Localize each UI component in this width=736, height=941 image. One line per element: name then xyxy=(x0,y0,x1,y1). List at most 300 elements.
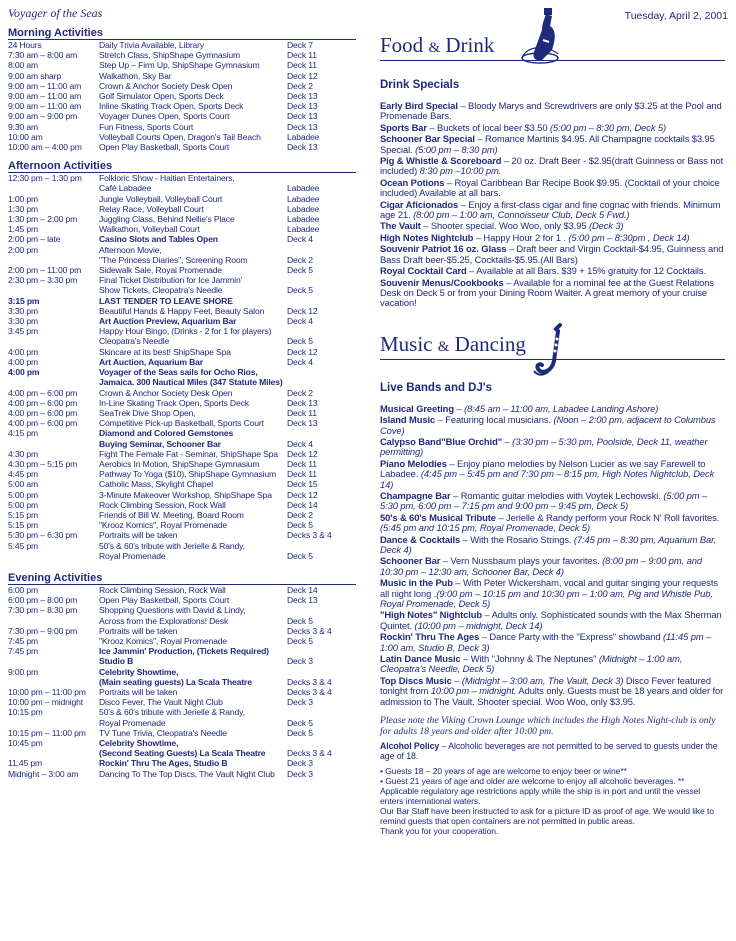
policy-bullet-beer-wine: • Guests 18 – 20 years of age are welcome to enjoy beer or wine** xyxy=(380,766,627,777)
schedule-location xyxy=(287,122,356,132)
activity-line: LAST TENDER TO LEAVE SHORE xyxy=(99,295,233,306)
schedule-location xyxy=(287,357,356,367)
special-item xyxy=(380,437,725,458)
schedule-activity xyxy=(99,367,287,387)
schedule-time: 4:30 pm xyxy=(8,448,39,459)
special-title: Island Music xyxy=(380,414,436,426)
location-line: Deck 3 xyxy=(287,656,313,667)
schedule-row xyxy=(8,428,356,448)
schedule-location xyxy=(287,626,356,636)
special-text: – With the Rosario Strings. xyxy=(460,533,574,545)
location-line xyxy=(287,541,356,551)
schedule-activity xyxy=(99,132,287,142)
schedule-activity xyxy=(99,667,287,687)
schedule-activity xyxy=(99,326,287,346)
schedule-time: 4:00 pm xyxy=(8,356,39,367)
schedule-time: 5:00 pm xyxy=(8,499,39,510)
location-line xyxy=(287,646,356,656)
activity-line: Dancing To The Top Discs, The Vault Night Club xyxy=(99,768,275,779)
schedule-time: 4:00 pm – 6:00 pm xyxy=(8,418,78,429)
special-text: 10:00 pm – midnight. xyxy=(430,685,517,697)
schedule-activity xyxy=(99,449,287,459)
activity-line: Juggling Class, Behind Nellie's Place xyxy=(99,214,235,225)
schedule-time: 8:00 am xyxy=(8,60,39,71)
activity-line: Friends of Bill W. Meeting, Board Room xyxy=(99,509,244,520)
schedule-location xyxy=(287,91,356,101)
activity-line: Café Labadee xyxy=(99,183,152,194)
location-line: Deck 13 xyxy=(287,91,318,102)
activity-line: Beautiful Hands & Happy Feet, Beauty Salon xyxy=(99,305,265,316)
special-item xyxy=(380,404,725,414)
special-title: Dance & Cocktails xyxy=(380,533,461,545)
schedule-time: 4:00 pm – 6:00 pm xyxy=(8,397,78,408)
activity-line: Walkathon, Sky Bar xyxy=(99,70,172,81)
schedule-row xyxy=(8,769,356,779)
schedule-activity xyxy=(99,758,287,768)
special-title: Top Discs Music xyxy=(380,674,452,686)
schedule-row xyxy=(8,449,356,459)
live-bands-list xyxy=(380,404,725,707)
schedule-activity xyxy=(99,60,287,70)
schedule-activity xyxy=(99,530,287,540)
schedule-activity xyxy=(99,428,287,448)
location-line: Deck 5 xyxy=(287,265,313,276)
schedule-time: 4:15 pm xyxy=(8,428,39,439)
saxophone-icon xyxy=(530,323,574,385)
activity-line: Skincare at its best! ShipShape Spa xyxy=(99,346,231,357)
special-title: Schooner Bar xyxy=(380,555,441,567)
activity-line: Final Ticket Distribution for Ice Jammin' xyxy=(99,275,243,286)
schedule-location xyxy=(287,541,356,561)
special-item xyxy=(380,200,725,221)
location-line: Deck 13 xyxy=(287,397,318,408)
schedule-activity xyxy=(99,697,287,707)
alcohol-policy xyxy=(380,741,725,761)
schedule-activity xyxy=(99,646,287,666)
activity-line: Celebrity Showtime, xyxy=(99,738,179,748)
location-line: Labadee xyxy=(287,183,320,194)
schedule-time: 11:45 pm xyxy=(8,758,42,769)
schedule-activity xyxy=(99,347,287,357)
schedule-row xyxy=(8,296,356,306)
special-text: (5:00 pm – 8:30 pm) xyxy=(415,143,498,155)
schedule-row xyxy=(8,71,356,81)
schedule-location xyxy=(287,194,356,204)
location-line: Decks 3 & 4 xyxy=(287,686,332,697)
drink-specials-heading: Drink Specials xyxy=(380,79,460,91)
schedule-row xyxy=(8,398,356,408)
schedule-activity xyxy=(99,585,287,595)
location-line: Deck 5 xyxy=(287,615,313,626)
schedule-time: 12:30 pm – 1:30 pm xyxy=(8,173,82,184)
location-line: Deck 13 xyxy=(287,142,318,153)
location-line xyxy=(287,377,356,387)
schedule-activity xyxy=(99,50,287,60)
schedule-time: 2:00 pm – 11:00 pm xyxy=(8,265,82,276)
schedule-activity xyxy=(99,388,287,398)
schedule-location xyxy=(287,50,356,60)
food-title-word: Food xyxy=(380,33,424,57)
schedule-time: 7:30 am – 8:00 am xyxy=(8,50,78,61)
schedule-activity xyxy=(99,245,287,265)
location-line: Deck 2 xyxy=(287,509,313,520)
schedule-row xyxy=(8,275,356,295)
special-item xyxy=(380,101,725,122)
activity-line: Voyager of the Seas sails for Ocho Rios, xyxy=(99,367,258,378)
special-item xyxy=(380,233,725,243)
schedule-row xyxy=(8,265,356,275)
schedule-time: 4:00 pm – 6:00 pm xyxy=(8,387,78,398)
schedule-location xyxy=(287,296,356,306)
activity-line: Stretch Class, ShipShape Gymnasium xyxy=(99,50,241,61)
schedule-location xyxy=(287,769,356,779)
schedule-location xyxy=(287,738,356,758)
schedule-location xyxy=(287,398,356,408)
schedule-row xyxy=(8,111,356,121)
special-item xyxy=(380,156,725,177)
schedule-location xyxy=(287,275,356,295)
schedule-row xyxy=(8,585,356,595)
location-line xyxy=(287,326,356,336)
location-line: Deck 2 xyxy=(287,80,313,91)
schedule-row xyxy=(8,245,356,265)
policy-bullet-all-beverages: • Guest 21 years of age and older are welcome to enjoy all alcoholic beverages. ** xyxy=(380,776,685,787)
schedule-row xyxy=(8,646,356,666)
schedule-activity xyxy=(99,265,287,275)
schedule-location xyxy=(287,388,356,398)
special-item xyxy=(380,278,725,309)
special-item xyxy=(380,535,725,556)
schedule-location xyxy=(287,71,356,81)
activity-line: Portraits will be taken xyxy=(99,625,178,636)
special-title: Schooner Bar Special xyxy=(380,133,475,145)
activity-line: Step Up – Firm Up, ShipShape Gymnasium xyxy=(99,60,260,71)
activity-line: Sidewalk Sale, Royal Promenade xyxy=(99,265,223,276)
activity-line: Rock Climbing Session, Rock Wall xyxy=(99,499,226,510)
activity-line: Jungle Volleyball, Volleyball Court xyxy=(99,193,223,204)
activity-line: In-Line Skating Track Open, Sports Deck xyxy=(99,397,249,408)
dancing-title-word: Dancing xyxy=(454,331,526,356)
schedule-row xyxy=(8,758,356,768)
location-line xyxy=(287,428,356,438)
location-line xyxy=(287,173,356,183)
schedule-time: 9:00 am – 11:00 am xyxy=(8,101,82,112)
activity-line: Portraits will be taken xyxy=(99,530,178,541)
location-line: Labadee xyxy=(287,214,320,225)
schedule-row xyxy=(8,132,356,142)
schedule-location xyxy=(287,316,356,326)
location-line: Decks 3 & 4 xyxy=(287,625,332,636)
special-text: (5:00 pm – 8:30 pm, Deck 5) xyxy=(549,121,667,133)
schedule-row xyxy=(8,81,356,91)
special-text: (Midnight – 3:00 am, The Vault, Deck 3) xyxy=(461,674,624,686)
schedule-row xyxy=(8,101,356,111)
location-line: Deck 13 xyxy=(287,418,318,429)
schedule-time: 1:00 pm xyxy=(8,193,39,204)
special-text: – Bloody Marys and Screwdrivers are only $3.25 at the Pool and Promenade Bars. xyxy=(380,100,722,122)
music-title-word: Music xyxy=(380,331,433,356)
schedule-location xyxy=(287,707,356,727)
schedule-time: 7:30 pm – 8:30 pm xyxy=(8,605,78,616)
special-text: – With "Johnny & The Neptunes" xyxy=(460,653,599,665)
schedule-activity xyxy=(99,357,287,367)
location-line: Deck 5 xyxy=(287,727,313,738)
food-title-amp: & xyxy=(428,40,441,56)
activity-line: Disco Fever, The Vault Night Club xyxy=(99,697,223,708)
location-line: Labadee xyxy=(287,131,320,142)
special-text: – With Peter Wickersham, vocal and guitar singing your requests all night long . xyxy=(380,577,718,599)
schedule-row xyxy=(8,479,356,489)
special-title: Sports Bar xyxy=(380,121,427,133)
schedule-row xyxy=(8,500,356,510)
schedule-activity xyxy=(99,214,287,224)
special-text: (10:00 pm – midnight, Deck 14) xyxy=(414,619,543,631)
location-line: Deck 5 xyxy=(287,717,313,728)
location-line: Deck 13 xyxy=(287,101,318,112)
activity-line: Royal Promenade xyxy=(99,717,166,728)
schedule-time: 7:45 pm xyxy=(8,635,39,646)
schedule-activity xyxy=(99,398,287,408)
schedule-row xyxy=(8,306,356,316)
location-line: Deck 4 xyxy=(287,438,313,449)
location-line: Labadee xyxy=(287,224,320,235)
location-line xyxy=(287,245,356,255)
location-line: Deck 13 xyxy=(287,111,318,122)
live-bands-heading: Live Bands and DJ's xyxy=(380,381,493,394)
location-line: Decks 3 & 4 xyxy=(287,748,332,759)
schedule-time: 3:30 pm xyxy=(8,305,39,316)
activity-line: "Krooz Komics", Royal Promenade xyxy=(99,635,228,646)
schedule-location xyxy=(287,347,356,357)
special-text: – xyxy=(453,402,465,414)
special-item xyxy=(380,221,725,231)
schedule-time: 1:30 pm – 2:00 pm xyxy=(8,214,78,225)
special-item xyxy=(380,266,725,276)
activity-line: Golf Simulator Open, Sports Deck xyxy=(99,91,224,102)
food-drink-header xyxy=(380,24,725,61)
morning-schedule xyxy=(8,40,356,152)
schedule-time: 6:00 pm xyxy=(8,584,39,595)
schedule-location xyxy=(287,605,356,625)
special-text: – Enjoy a first-class cigar and fine cognac with friends. Minimum age 21. xyxy=(380,198,721,221)
schedule-row xyxy=(8,541,356,561)
schedule-activity xyxy=(99,541,287,561)
schedule-time: 4:45 pm xyxy=(8,469,39,480)
special-item xyxy=(380,676,725,707)
alcohol-policy-text: – Alcoholic beverages are not permitted to be served to guests under the age of 18. xyxy=(380,741,718,762)
schedule-activity xyxy=(99,316,287,326)
activity-line: Crown & Anchor Society Desk Open xyxy=(99,387,233,398)
food-drink-title xyxy=(380,33,494,60)
location-line: Deck 12 xyxy=(287,305,318,316)
special-title: The Vault xyxy=(380,220,421,232)
activity-line: Cleopatra's Needle xyxy=(99,336,170,347)
activity-line: Open Play Basketball, Sports Court xyxy=(99,142,230,153)
schedule-activity xyxy=(99,408,287,418)
schedule-time: 5:00 pm xyxy=(8,489,39,500)
schedule-time: 9:00 am – 11:00 am xyxy=(8,80,82,91)
afternoon-schedule xyxy=(8,173,356,561)
location-line: Deck 12 xyxy=(287,70,318,81)
location-line xyxy=(287,367,356,377)
schedule-row xyxy=(8,214,356,224)
location-line: Deck 4 xyxy=(287,234,313,245)
activity-line: Inline Skating Track Open, Sports Deck xyxy=(99,101,244,112)
policy-port-restrictions: Applicable regulatory age restrictions apply while the ship is in port and until the vessel enters international waters. xyxy=(380,786,701,807)
special-title: Calypso Band"Blue Orchid" xyxy=(380,435,503,447)
special-text: 8:30 pm –10:00 pm. xyxy=(419,165,502,177)
schedule-location xyxy=(287,428,356,448)
schedule-time: 4:00 pm xyxy=(8,367,40,378)
schedule-time: 3:45 pm xyxy=(8,326,39,337)
schedule-time: 5:45 pm xyxy=(8,540,39,551)
schedule-location xyxy=(287,469,356,479)
activity-line: Royal Promenade xyxy=(99,550,166,561)
schedule-activity xyxy=(99,728,287,738)
location-line: Deck 3 xyxy=(287,768,313,779)
activity-line: "Krooz Komics", Royal Promenade xyxy=(99,520,228,531)
activity-line: Catholic Mass, Skylight Chapel xyxy=(99,479,213,490)
schedule-location xyxy=(287,758,356,768)
schedule-row xyxy=(8,469,356,479)
morning-heading: Morning Activities xyxy=(8,27,356,40)
special-title: Pig & Whistle & Scoreboard xyxy=(380,155,502,167)
schedule-row xyxy=(8,204,356,214)
schedule-location xyxy=(287,530,356,540)
schedule-time: 10:00 pm – 11:00 pm xyxy=(8,686,86,697)
location-line: Deck 5 xyxy=(287,285,313,296)
afternoon-heading: Afternoon Activities xyxy=(8,160,356,173)
ship-name: Voyager of the Seas xyxy=(8,6,103,20)
schedule-time: 1:45 pm xyxy=(8,224,39,235)
special-text: (5:45 pm and 10:15 pm, Royal Promenade, Deck 5) xyxy=(380,522,590,534)
schedule-time: 4:30 pm – 5:15 pm xyxy=(8,458,78,469)
schedule-activity xyxy=(99,81,287,91)
drink-specials-list xyxy=(380,101,725,309)
schedule-location xyxy=(287,500,356,510)
activity-line: Daily Trivia Available, Library xyxy=(99,40,205,50)
special-text: (7:45 pm – 8:30 pm, Aquarium Bar, Deck 4) xyxy=(380,533,717,555)
special-text: – Dance Party with the "Express" showband xyxy=(479,631,663,643)
location-line: Deck 4 xyxy=(287,316,313,327)
drink-title-word: Drink xyxy=(445,33,495,57)
location-line: Deck 14 xyxy=(287,584,318,595)
schedule-activity xyxy=(99,626,287,636)
special-text: – Available at all Bars. $39 + 15% gratuity for 12 Cocktails. xyxy=(466,265,707,277)
location-line: Deck 11 xyxy=(287,407,317,418)
special-text: (8:45 am – 11:00 am, Labadee Landing Ashore) xyxy=(464,402,659,414)
schedule-location xyxy=(287,60,356,70)
activity-line: Aerobics In Motion, ShipShape Gymnasium xyxy=(99,458,260,469)
special-text: – Featuring local musicians. xyxy=(435,414,554,426)
schedule-row xyxy=(8,326,356,346)
activity-line: Pathway To Yoga ($10), ShipShape Gymnasium xyxy=(99,469,276,480)
activity-line: Rockin' Thru The Ages, Studio B xyxy=(99,758,228,769)
schedule-time: 3:30 pm xyxy=(8,316,39,327)
schedule-row xyxy=(8,595,356,605)
special-text: – Enjoy piano melodies by Nelson Lucier as we say Farewell to Labadee. xyxy=(380,457,706,480)
schedule-activity xyxy=(99,306,287,316)
special-text: – Vern Nussbaum plays your favorites. xyxy=(440,555,603,567)
alcohol-policy-title: Alcohol Policy xyxy=(380,741,440,752)
schedule-activity xyxy=(99,459,287,469)
special-title: Piano Melodies xyxy=(380,457,447,469)
special-text: (Noon – 2:00 pm, adjacent to Columbus Cove) xyxy=(380,414,716,436)
activity-line: Voyager Dunes Open, Sports Court xyxy=(99,111,230,122)
schedule-row xyxy=(8,357,356,367)
activity-line: Rock Climbing Session, Rock Wall xyxy=(99,584,226,595)
activity-line: Studio B xyxy=(99,656,134,667)
schedule-activity xyxy=(99,707,287,727)
location-line: Deck 13 xyxy=(287,595,318,606)
activity-line: Portraits will be taken xyxy=(99,686,178,697)
schedule-time: 6:00 pm – 8:00 pm xyxy=(8,595,78,606)
viking-lounge-note: Please note the Viking Crown Lounge which includes the High Notes Night-club is only for adults 18 years and older after 10:00 pm. xyxy=(380,715,716,738)
special-title: Ocean Potions xyxy=(380,176,445,188)
schedule-row xyxy=(8,224,356,234)
special-text: – xyxy=(451,674,462,686)
location-line: Deck 13 xyxy=(287,121,318,132)
activity-line: Art Auction Preview, Aquarium Bar xyxy=(99,316,237,327)
activity-line: 3-Minute Makeover Workshop, ShipShape Spa xyxy=(99,489,272,500)
special-text: – 20 oz. Draft Beer - $2.95(draft Guinness or Bass not included) xyxy=(380,155,724,177)
policy-thanks: Thank you for your cooperation. xyxy=(380,826,499,837)
location-line: Deck 15 xyxy=(287,479,318,490)
schedule-time: 24 Hours xyxy=(8,40,42,50)
schedule-location xyxy=(287,224,356,234)
schedule-activity xyxy=(99,490,287,500)
location-line: Deck 5 xyxy=(287,520,313,531)
schedule-time: 5:15 pm xyxy=(8,509,39,520)
schedule-location xyxy=(287,234,356,244)
activity-line: Open Play Basketball, Sports Court xyxy=(99,595,230,606)
special-item xyxy=(380,578,725,609)
location-line: Deck 7 xyxy=(287,40,313,50)
schedule-row xyxy=(8,234,356,244)
schedule-row xyxy=(8,530,356,540)
schedule-time: 2:00 pm xyxy=(8,244,39,255)
activity-line: TV Tune Trivia, Cleopatra's Needle xyxy=(99,727,227,738)
special-title: 50's & 60's Musical Tribute xyxy=(380,511,496,523)
schedule-row xyxy=(8,316,356,326)
schedule-location xyxy=(287,173,356,193)
schedule-location xyxy=(287,40,356,50)
schedule-row xyxy=(8,520,356,530)
special-item xyxy=(380,556,725,577)
special-text: – Romantic guitar melodies with Voytek Lechowski. xyxy=(450,489,664,501)
schedule-time: 10:00 pm – midnight xyxy=(8,697,84,708)
schedule-time: 1:30 pm xyxy=(8,203,39,214)
schedule-time: 5:15 pm xyxy=(8,520,39,531)
schedule-time: 9:00 am sharp xyxy=(8,70,61,81)
schedule-time: 9:00 am – 9:00 pm xyxy=(8,111,78,122)
location-line: Deck 5 xyxy=(287,550,313,561)
activity-line: Afternoon Movie, xyxy=(99,244,162,255)
schedule-activity xyxy=(99,122,287,132)
schedule-row xyxy=(8,697,356,707)
special-title: Champagne Bar xyxy=(380,489,451,501)
schedule-row xyxy=(8,459,356,469)
location-line: Decks 3 & 4 xyxy=(287,530,332,541)
schedule-activity xyxy=(99,738,287,758)
schedule-location xyxy=(287,408,356,418)
special-text: (9:00 pm – 10:15 pm and 10:30 pm – 1:00 am, Pig and Whistle Pub, Royal Promenade, Deck 5) xyxy=(380,587,713,610)
schedule-row xyxy=(8,636,356,646)
schedule-activity xyxy=(99,101,287,111)
schedule-activity xyxy=(99,71,287,81)
music-title-amp: & xyxy=(437,338,450,355)
schedule-time: 9:00 pm xyxy=(8,666,39,677)
